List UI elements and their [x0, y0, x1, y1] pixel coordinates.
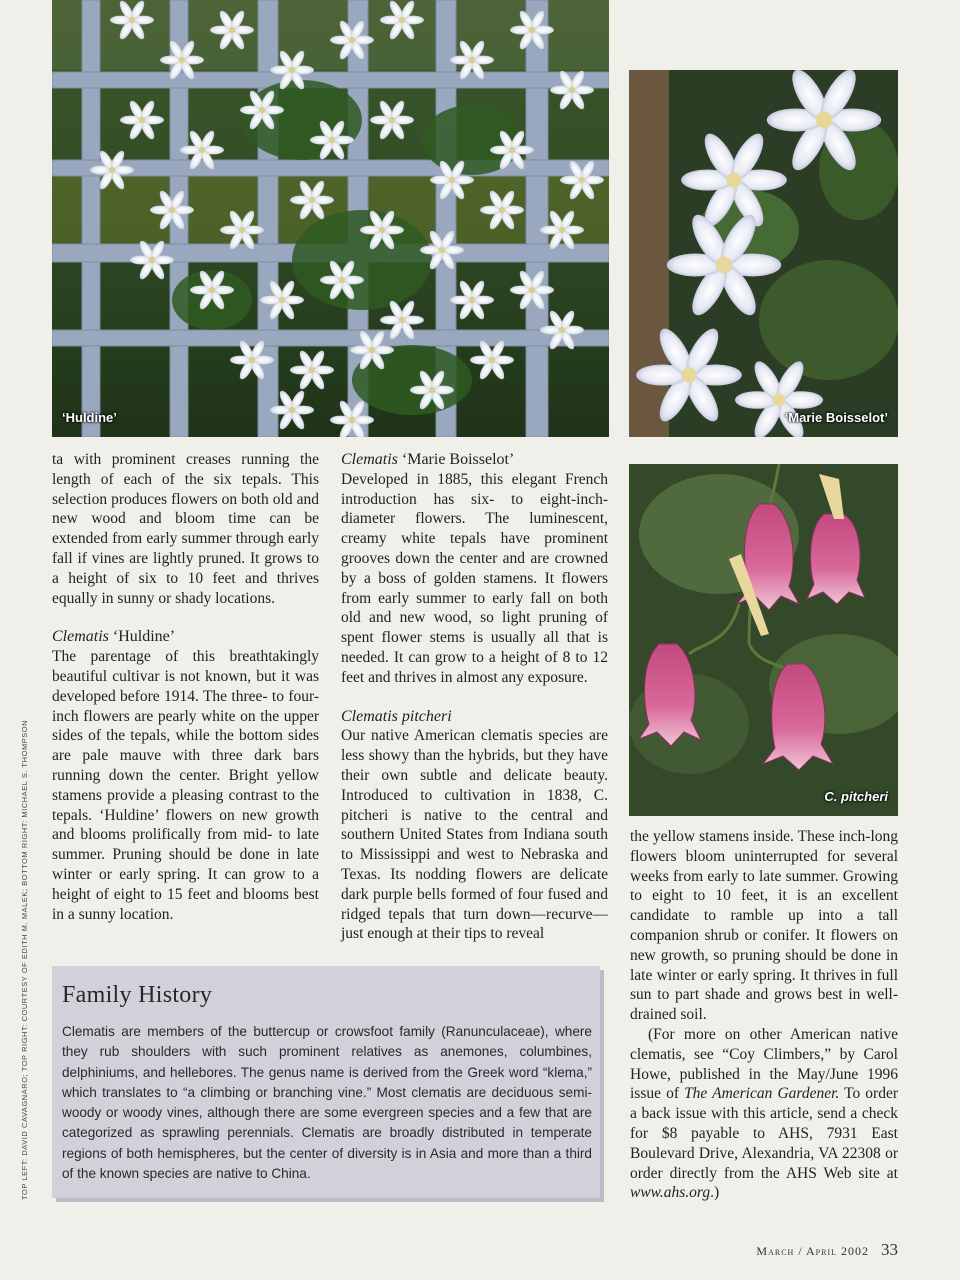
photo-credit: TOP LEFT: DAVID CAVAGNARO; TOP RIGHT: COURTESY OF EDITH M. MALEK; BOTTOM RIGHT: MICHAEL S. THOMPSON — [20, 719, 29, 1200]
heading-huldine-cultivar: ‘Huldine’ — [108, 628, 176, 646]
heading-huldine-genus: Clematis — [52, 628, 109, 646]
heading-marie-cultivar: ‘Marie Boisselot’ — [397, 451, 515, 468]
col2-paragraph-2: Our native American clematis species are less showy than the hybrids, but they have their own subtle and delicate beauty. Introduced to cultivation in 1838, C. pitcheri is native to the central and southern United States from Indiana south to Mississippi and west to Nebraska and Texas. Its nodding flowers are delicate dark purple bells formed of four fused and ridged tepals that turn down—recurve—just enough at their tips to reveal — [341, 727, 608, 943]
photo-marie-boisselot — [629, 70, 898, 437]
col2-paragraph-1: Developed in 1885, this elegant French introduction has six- to eight-inch-diameter flowers. The luminescent, creamy white tepals have prominent grooves down the center and are crowned by a boss of golden stamens. It flowers from early summer to early fall on both old and new wood, so light pruning of spent flower stems is usually all that is needed. It can grow to a height of 8 to 12 feet and thrives in almost any exposure. — [341, 470, 608, 686]
col3-p2-part-a: (For more on other American native clematis, see “Coy Climbers,” by Carol Howe, published in the May/June 1996 issue of — [630, 1025, 898, 1103]
col3-p2-part-b: To order a back issue with this article, send a check for $8 payable to AHS, 7931 East Boulevard Drive, Alexandria, VA 22308 or order directly from the AHS Web site at — [630, 1085, 899, 1182]
col3-p2-end: .) — [710, 1184, 720, 1202]
col1-paragraph-2: The parentage of this breathtakingly beautiful cultivar is not known, but it was developed before 1914. The three- to four-inch flowers are pearly white on the upper sides of the tepals, while the bottom sides are pale mauve with three dark bars running down the center. Bright yellow stamens provide a pleasing contrast to the tepals. ‘Huldine’ flowers on new growth and blooms prolifically from mid- to late summer. Pruning should be done in late winter or early spring. It can grow to a height of eight to 15 feet and blooms best in a sunny location. — [52, 648, 319, 923]
page-number: 33 — [881, 1240, 898, 1259]
heading-pitcheri-text: Clematis pitcheri — [341, 707, 452, 725]
heading-marie-boisselot — [341, 450, 608, 470]
col3-paragraph-2 — [630, 1025, 898, 1203]
col1-paragraph-1: ta with prominent creases running the length of each of the six tepals. This selection produces flowers on both old and new wood and bloom time can be extended from early summer through early fall if vines are lightly pruned. It grows to a height of six to 10 feet and thrives equally in sunny or shady locations. — [52, 451, 319, 607]
heading-marie-genus: Clematis — [341, 451, 398, 468]
caption-pitcheri: C. pitcheri — [824, 789, 888, 804]
heading-pitcheri — [341, 707, 608, 727]
page-footer — [756, 1240, 898, 1260]
caption-marie-boisselot: ‘Marie Boisselot’ — [784, 410, 888, 425]
sidebar-family-history — [52, 966, 600, 1198]
marie-boisselot-image — [629, 70, 898, 437]
magazine-title: The American Gardener. — [684, 1085, 840, 1103]
column-3 — [630, 827, 898, 1203]
issue-date: March / April 2002 — [756, 1244, 869, 1258]
pitcheri-image — [629, 464, 898, 816]
photo-pitcheri — [629, 464, 898, 816]
sidebar-title: Family History — [62, 982, 213, 1008]
caption-huldine: ‘Huldine’ — [62, 410, 117, 425]
sidebar-body: Clematis are members of the buttercup or crowsfoot family (Ranunculaceae), where they rub shoulders with such prominent relatives as anemones, columbines, delphiniums, and hellebores. The genus name is derived from the Greek word “klema,” which translates to “a climbing or branching vine.” Most clematis are deciduous semi-woody or woody vines, although there are some evergreen species and a few that are categorized as sprawling perennials. Clematis are broadly distributed in temperate regions of both hemispheres, but the center of diversity is in Asia and more than a third of the known species are native to China. — [62, 1024, 592, 1182]
huldine-image — [52, 0, 609, 437]
column-2 — [341, 450, 608, 944]
ahs-web-link[interactable]: www.ahs.org — [630, 1184, 711, 1202]
heading-huldine — [52, 627, 319, 647]
photo-huldine — [52, 0, 609, 437]
column-1 — [52, 450, 319, 924]
col3-paragraph-1: the yellow stamens inside. These inch-long flowers bloom uninterrupted for several weeks from early to late summer. Growing to eight to 10 feet, it is an excellent candidate to ramble up into a tall companion shrub or conifer. It flowers on new growth, so pruning should be done in late winter or early spring. It thrives in full sun to part shade and grows best in well-drained soil. — [630, 828, 898, 1024]
